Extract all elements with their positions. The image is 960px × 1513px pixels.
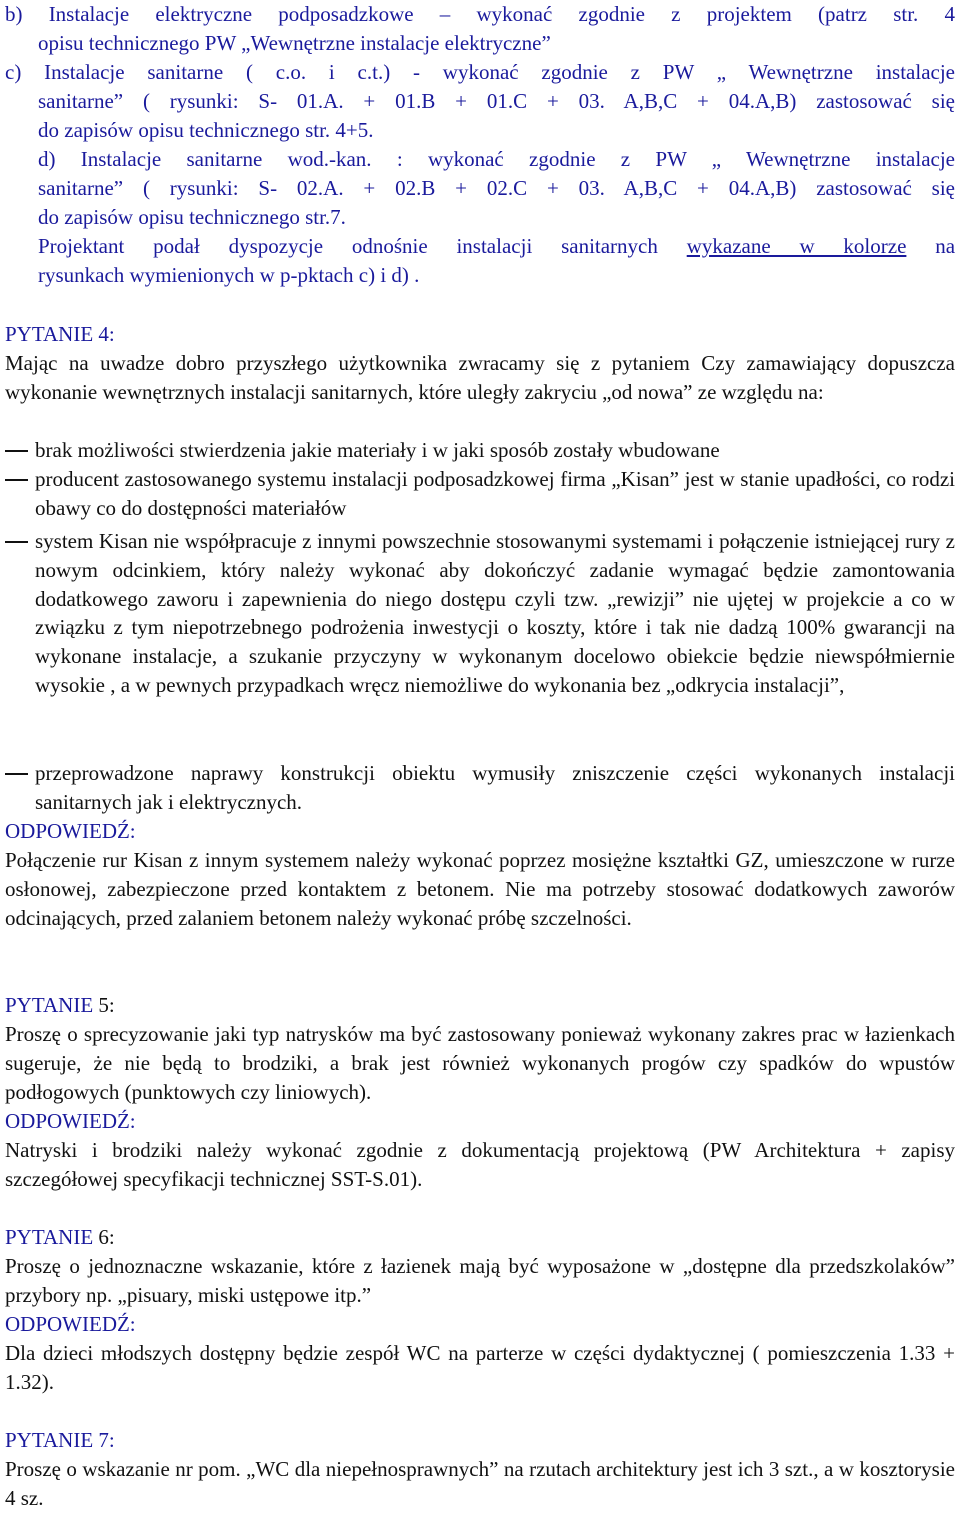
answer-6-heading: ODPOWIEDŹ: xyxy=(5,1312,136,1336)
heading-label: PYTANIE xyxy=(5,1225,99,1249)
item-c-line-3: do zapisów opisu technicznego str. 4+5. xyxy=(38,118,374,142)
answer-4-heading: ODPOWIEDŹ: xyxy=(5,819,136,843)
designer-note-line-2: rysunkach wymienionych w p-pktach c) i d) . xyxy=(38,263,420,287)
item-c-line-2: sanitarne” ( rysunki: S- 01.A. + 01.B + 01.C + 03. A,B,C + 04.A,B) zastosować się xyxy=(38,89,955,113)
item-d-line-3: do zapisów opisu technicznego str.7. xyxy=(38,205,346,229)
dash-bullet xyxy=(5,541,28,543)
heading-number: 6: xyxy=(98,1225,115,1249)
designer-note-underlined: wykazane w kolorze xyxy=(686,234,907,258)
designer-note-end: na xyxy=(935,234,956,258)
question-4-item-2 xyxy=(5,465,955,523)
question-5-heading xyxy=(5,991,115,1020)
question-6-heading xyxy=(5,1223,115,1252)
answer-5-text: Natryski i brodziki należy wykonać zgodnie z dokumentacją projektową (PW Architektura + zapisy szczegółowej specyfikacji technicznej SST-S.01). xyxy=(5,1138,955,1191)
item-text: system Kisan nie współpracuje z innymi powszechnie stosowanymi systemami i połączenie istniejącej rury z nowym odcinkiem, który należy wykonać aby dokończyć zadanie wymagać będzie zamontowania dodatkowego zaworu i zapewnienia do niego dostępu czyli tzw. „rewizji” nie ujętej w projekcie a co w związku z tym niepotrzebnego podrożenia inwestycji o koszty, które i tak nie dadzą 100% gwarancji na wykonane instalacje, a szukanie przyczyny w wykonanym docelowo obiekcie będzie niewspółmiernie wysokie , a w pewnych przypadkach wręcz niemożliwe do wykonania bez „odkrycia instalacji”, xyxy=(35,529,955,697)
item-b-line-1: b) Instalacje elektryczne podposadzkowe – wykonać zgodnie z projektem (patrz str. 4 xyxy=(5,2,955,26)
item-c-line-1: c) Instalacje sanitarne ( c.o. i c.t.) - wykonać zgodnie z PW „ Wewnętrzne instalacje xyxy=(5,60,955,84)
item-d-line-2: sanitarne” ( rysunki: S- 02.A. + 02.B + 02.C + 03. A,B,C + 04.A,B) zastosować się xyxy=(38,176,955,200)
question-4-item-1 xyxy=(5,436,955,465)
answer-4-text: Połączenie rur Kisan z innym systemem należy wykonać poprzez mosiężne kształtki GZ, umieszczone w rurze osłonowej, zabezpieczone przed kontaktem z betonem. Nie ma potrzeby stosować dodatkowych zaworów odcinających, przed zalaniem betonem należy wykonać próbę szczelności. xyxy=(5,848,955,930)
item-b-line-2: opisu technicznego PW „Wewnętrzne instalacje elektryczne” xyxy=(38,31,551,55)
dash-bullet xyxy=(5,773,28,775)
question-7-heading: PYTANIE 7: xyxy=(5,1428,115,1452)
question-4-item-3 xyxy=(5,527,955,700)
answer-6-text: Dla dzieci młodszych dostępny będzie zespół WC na parterze w części dydaktycznej ( pomieszczenia 1.33 + 1.32). xyxy=(5,1341,955,1394)
question-4-item-4 xyxy=(5,759,955,817)
designer-note-text: Projektant podał dyspozycje odnośnie instalacji sanitarnych xyxy=(38,234,658,258)
question-5-text: Proszę o sprecyzowanie jaki typ natrysków ma być zastosowany ponieważ wykonany zakres prac w łazienkach sugeruje, że nie będą to brodziki, a brak jest również wykonanych progów czy spadków do wpustów podłogowych (punktowych czy liniowych). xyxy=(5,1022,955,1104)
dash-bullet xyxy=(5,450,28,452)
designer-note-line-1 xyxy=(38,232,955,261)
dash-bullet xyxy=(5,479,28,481)
item-d-line-1: d) Instalacje sanitarne wod.-kan. : wykonać zgodnie z PW „ Wewnętrzne instalacje xyxy=(38,147,955,171)
question-6-text: Proszę o jednoznaczne wskazanie, które z łazienek mają być wyposażone w „dostępne dla przedszkolaków” przybory np. „pisuary, miski ustępowe itp.” xyxy=(5,1254,955,1307)
heading-label: PYTANIE xyxy=(5,993,99,1017)
item-text: przeprowadzone naprawy konstrukcji obiektu wymusiły zniszczenie części wykonanych instalacji sanitarnych jak i elektrycznych. xyxy=(35,761,955,814)
answer-5-heading: ODPOWIEDŹ: xyxy=(5,1109,136,1133)
item-text: producent zastosowanego systemu instalacji podposadzkowej firma „Kisan” jest w stanie upadłości, co rodzi obawy co do dostępności materiałów xyxy=(35,467,955,520)
question-4-heading: PYTANIE 4: xyxy=(5,322,115,346)
question-7-text: Proszę o wskazanie nr pom. „WC dla niepełnosprawnych” na rzutach architektury jest ich 3 szt., a w kosztorysie 4 sz. xyxy=(5,1457,955,1510)
question-4-intro: Mając na uwadze dobro przyszłego użytkownika zwracamy się z pytaniem Czy zamawiający dopuszcza wykonanie wewnętrznych instalacji sanitarnych, które uległy zakryciu „od nowa” ze względu na: xyxy=(5,351,955,404)
item-text: brak możliwości stwierdzenia jakie materiały i w jaki sposób zostały wbudowane xyxy=(35,438,720,462)
heading-number: 5: xyxy=(98,993,115,1017)
